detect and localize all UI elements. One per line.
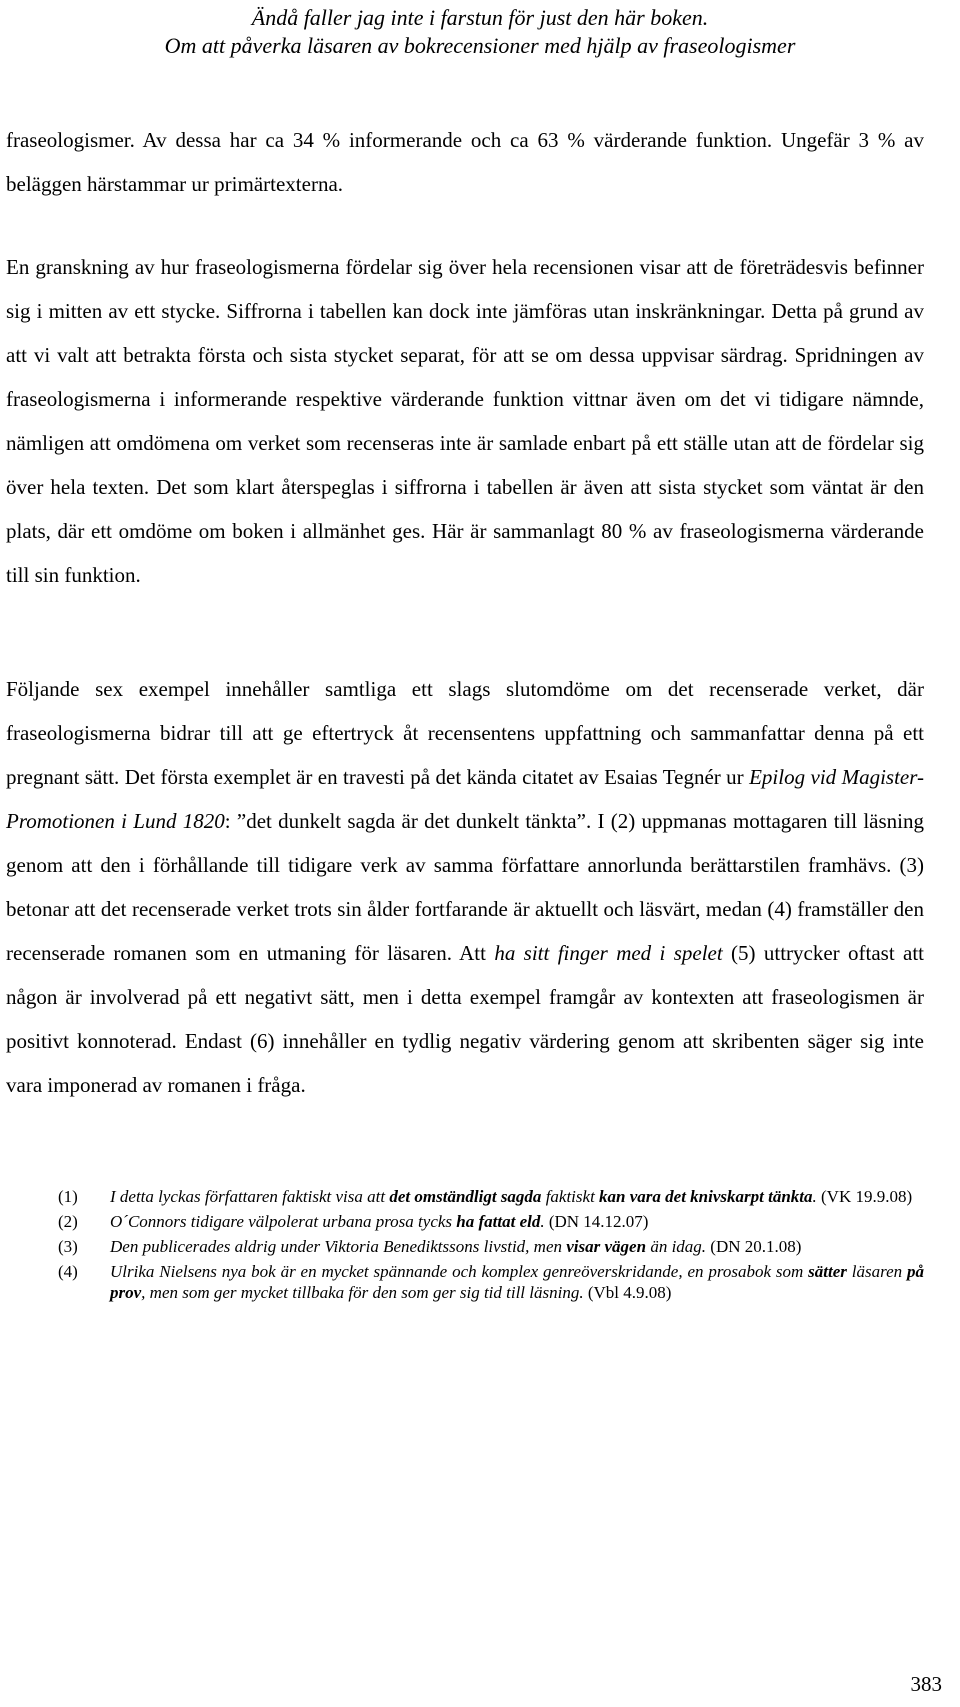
example-text-part: , men som ger mycket tillbaka för den som ger sig tid till läsning. <box>141 1283 584 1302</box>
example-phraseologism: det omständligt sagda <box>389 1187 542 1206</box>
example-text <box>110 1211 924 1232</box>
example-text-part: . <box>540 1212 545 1231</box>
example-item <box>6 1186 924 1207</box>
example-source: (DN 20.1.08) <box>706 1237 802 1256</box>
example-item <box>6 1261 924 1303</box>
example-item <box>6 1211 924 1232</box>
example-phraseologism: kan vara det knivskarpt tänkta <box>599 1187 813 1206</box>
example-text <box>110 1261 924 1303</box>
example-source: (VK 19.9.08) <box>816 1187 913 1206</box>
example-source: (DN 14.12.07) <box>544 1212 649 1231</box>
example-text-part: faktiskt <box>541 1187 600 1206</box>
paragraph-3-part-e: (5) uttrycker oftast att någon är involverad på ett negativt sätt, men i detta exempel framgår av kontexten att fraseologismen är positivt konnoterad. Endast (6) innehåller en tydlig negativ värdering genom att skribenten säger sig inte vara imponerad av romanen i fråga. <box>6 941 924 1097</box>
example-text-part: Ulrika Nielsens nya bok är en mycket spännande och komplex genreöverskridande, en prosabok som <box>110 1262 809 1281</box>
example-text <box>110 1186 924 1207</box>
example-text-part: än idag. <box>646 1237 707 1256</box>
paragraph-3-part-c: : ”det dunkelt sagda är det dunkelt tänkta”. I (2) uppmanas mottagaren till läsning genom att den i förhållande till tidigare verk av samma författare annorlunda berättarstilen framhävs. (3) betonar att det recenserade verket trots sin ålder fortfarande är aktuellt och läsvärt, medan (4) framställer den recenserade romanen som en utmaning för läsaren. Att <box>6 809 924 965</box>
page-number: 383 <box>910 1672 942 1696</box>
paragraph-3 <box>6 667 924 1107</box>
example-phraseologism: visar vägen <box>566 1237 647 1256</box>
running-header-line-1: Ändå faller jag inte i farstun för just den här boken. <box>251 5 709 30</box>
example-number: (4) <box>58 1262 78 1281</box>
example-phraseologism: på prov <box>110 1262 924 1302</box>
idiom-phrase: ha sitt finger med i spelet <box>494 941 723 965</box>
paragraph-3-part-a: Följande sex exempel innehåller samtliga ett slags slutomdöme om det recenserade verket, där fraseologismerna bidrar till att ge eftertryck åt recensentens uppfattning och sammanfattar denna på ett pregnant sätt. Det första exemplet är en travesti på det kända citatet av Esaias Tegnér ur <box>6 677 924 789</box>
example-text-part: Den publicerades aldrig under Viktoria Benediktssons livstid, men <box>110 1237 567 1256</box>
example-number: (3) <box>58 1237 78 1256</box>
example-text-part: I detta lyckas författaren faktiskt visa att <box>110 1187 390 1206</box>
example-text-part: läsaren <box>846 1262 907 1281</box>
example-text-part: O´Connors tidigare välpolerat urbana prosa tycks <box>110 1212 457 1231</box>
example-item <box>6 1236 924 1257</box>
paragraph-1: fraseologismer. Av dessa har ca 34 % informerande och ca 63 % värderande funktion. Ungefär 3 % av beläggen härstammar ur primärtexterna. <box>6 128 924 196</box>
paragraph-2: En granskning av hur fraseologismerna fördelar sig över hela recensionen visar att de företrädesvis befinner sig i mitten av ett stycke. Siffrorna i tabellen kan dock inte jämföras utan inskränkningar. Detta på grund av att vi valt att betrakta första och sista stycket separat, för att se om dessa uppvisar särdrag. Spridningen av fraseologismerna i informerande respektive värderande funktion vittnar även om det vi tidigare nämnde, nämligen att omdömena om verket som recenseras inte är samlade enbart på ett ställe utan att de fördelar sig över hela texten. Det som klart återspeglas i siffrorna i tabellen är även att sista stycket som väntat är den plats, där ett omdöme om boken i allmänhet ges. Här är sammanlagt 80 % av fraseologismerna värderande till sin funktion. <box>6 255 924 587</box>
example-list <box>6 1186 924 1307</box>
example-phraseologism: sätter <box>808 1262 847 1281</box>
example-phraseologism: ha fattat eld <box>456 1212 541 1231</box>
running-header <box>0 4 960 60</box>
example-text-part: . <box>812 1187 817 1206</box>
example-source: (Vbl 4.9.08) <box>583 1283 672 1302</box>
example-text <box>110 1236 924 1257</box>
example-number: (2) <box>58 1212 78 1231</box>
tegner-title: Epilog vid Magister-Promotionen i Lund 1820 <box>6 765 924 833</box>
running-header-line-2: Om att påverka läsaren av bokrecensioner med hjälp av fraseologismer <box>164 33 796 58</box>
example-number: (1) <box>58 1187 78 1206</box>
